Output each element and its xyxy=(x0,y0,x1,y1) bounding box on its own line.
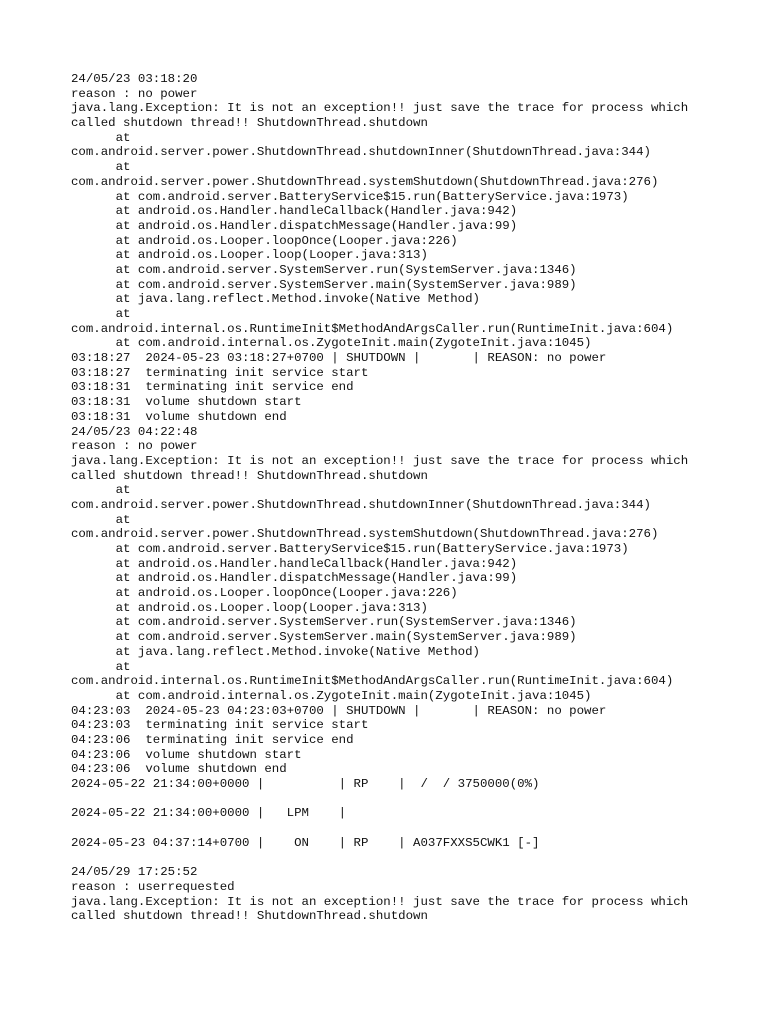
log-line: 04:23:03 2024-05-23 04:23:03+0700 | SHUTDOWN | | REASON: no power xyxy=(71,703,607,718)
blank-line xyxy=(71,792,751,807)
log-line: at java.lang.reflect.Method.invoke(Native Method) xyxy=(71,644,480,659)
log-line: com.android.server.power.ShutdownThread.systemShutdown(ShutdownThread.java:276) xyxy=(71,174,659,189)
log-line: reason : no power xyxy=(71,439,198,454)
log-line: reason : no power xyxy=(71,86,198,101)
log-line: at android.os.Handler.dispatchMessage(Handler.java:99) xyxy=(71,218,518,233)
log-line: com.android.server.power.ShutdownThread.shutdownInner(ShutdownThread.java:344) xyxy=(71,145,651,160)
log-line: 03:18:31 volume shutdown end xyxy=(71,409,287,424)
log-line: at xyxy=(71,130,131,145)
log-line: com.android.server.power.ShutdownThread.shutdownInner(ShutdownThread.java:344) xyxy=(71,497,651,512)
log-line: 03:18:27 2024-05-23 03:18:27+0700 | SHUTDOWN | | REASON: no power xyxy=(71,351,607,366)
log-line: com.android.internal.os.RuntimeInit$MethodAndArgsCaller.run(RuntimeInit.java:604) xyxy=(71,321,674,336)
log-line: at xyxy=(71,483,131,498)
log-line: 03:18:27 terminating init service start xyxy=(71,365,369,380)
log-line: at com.android.server.BatteryService$15.run(BatteryService.java:1973) xyxy=(71,189,629,204)
log-line: 03:18:31 terminating init service end xyxy=(71,380,354,395)
log-line: 04:23:06 terminating init service end xyxy=(71,732,354,747)
log-line: at android.os.Handler.dispatchMessage(Handler.java:99) xyxy=(71,571,518,586)
blank-line xyxy=(71,850,751,865)
log-line: at xyxy=(71,160,131,175)
log-line: at java.lang.reflect.Method.invoke(Native Method) xyxy=(71,292,480,307)
log-line: 04:23:03 terminating init service start xyxy=(71,718,369,733)
log-line: at xyxy=(71,307,131,321)
log-line: 24/05/23 03:18:20 xyxy=(71,72,198,86)
log-line: called shutdown thread!! ShutdownThread.shutdown xyxy=(71,909,428,924)
log-line: at com.android.server.SystemServer.main(SystemServer.java:989) xyxy=(71,630,577,645)
log-line: 03:18:31 volume shutdown start xyxy=(71,395,302,410)
log-line: called shutdown thread!! ShutdownThread.shutdown xyxy=(71,116,428,131)
log-line: called shutdown thread!! ShutdownThread.shutdown xyxy=(71,468,428,483)
log-line: at com.android.server.BatteryService$15.run(BatteryService.java:1973) xyxy=(71,542,629,556)
log-line: at android.os.Looper.loop(Looper.java:313) xyxy=(71,248,428,263)
log-line: java.lang.Exception: It is not an exception!! just save the trace for process which xyxy=(71,894,689,909)
log-line: at com.android.internal.os.ZygoteInit.main(ZygoteInit.java:1045) xyxy=(71,688,592,703)
blank-line xyxy=(71,821,751,836)
log-line: 24/05/23 04:22:48 xyxy=(71,424,198,439)
log-line: 2024-05-23 04:37:14+0700 | ON | RP | A037FXXS5CWK1 [-] xyxy=(71,835,540,850)
log-line: at com.android.server.SystemServer.run(SystemServer.java:1346) xyxy=(71,262,577,277)
log-line: 2024-05-22 21:34:00+0000 | LPM | xyxy=(71,806,347,821)
log-line: at com.android.server.SystemServer.run(SystemServer.java:1346) xyxy=(71,615,577,630)
log-line: at android.os.Handler.handleCallback(Handler.java:942) xyxy=(71,204,518,219)
log-line: 2024-05-22 21:34:00+0000 | | RP | / / 3750000(0%) xyxy=(71,777,540,791)
log-line: at android.os.Looper.loop(Looper.java:313) xyxy=(71,600,428,615)
log-line: at com.android.server.SystemServer.main(SystemServer.java:989) xyxy=(71,277,577,292)
log-line: com.android.server.power.ShutdownThread.systemShutdown(ShutdownThread.java:276) xyxy=(71,527,659,542)
log-line: at xyxy=(71,512,131,527)
log-line: at com.android.internal.os.ZygoteInit.main(ZygoteInit.java:1045) xyxy=(71,336,592,351)
log-line: 04:23:06 volume shutdown start xyxy=(71,747,302,762)
log-line: 24/05/29 17:25:52 xyxy=(71,865,198,880)
log-line: at android.os.Looper.loopOnce(Looper.java:226) xyxy=(71,233,458,248)
log-line: 04:23:06 volume shutdown end xyxy=(71,762,287,777)
log-line: java.lang.Exception: It is not an exception!! just save the trace for process which xyxy=(71,453,689,468)
log-line: at android.os.Handler.handleCallback(Handler.java:942) xyxy=(71,556,518,571)
log-line: at xyxy=(71,659,131,674)
log-line: com.android.internal.os.RuntimeInit$MethodAndArgsCaller.run(RuntimeInit.java:604) xyxy=(71,674,674,689)
log-line: at android.os.Looper.loopOnce(Looper.java:226) xyxy=(71,586,458,601)
log-document xyxy=(71,72,751,924)
log-line: reason : userrequested xyxy=(71,879,235,894)
log-line: java.lang.Exception: It is not an exception!! just save the trace for process which xyxy=(71,101,689,116)
